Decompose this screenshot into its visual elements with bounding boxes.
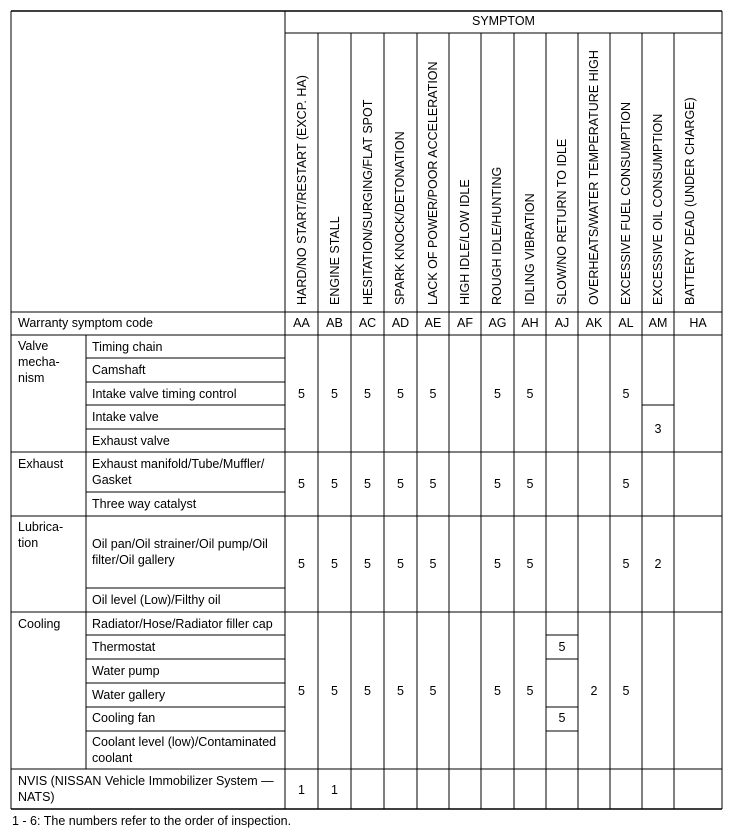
cell-value: 5 [526, 477, 534, 491]
cell-value: 5 [526, 557, 534, 571]
item-intake-valve: Intake valve [92, 410, 159, 424]
group-name-exhaust: Exhaust [18, 457, 64, 471]
cell-value: 5 [622, 557, 630, 571]
symptom-name-ah: IDLING VIBRATION [523, 193, 537, 305]
warranty-label: Warranty symptom code [18, 316, 153, 330]
symptom-header: SYMPTOM [472, 14, 535, 28]
cell-value: 5 [429, 387, 437, 401]
cell-value: 2 [654, 557, 662, 571]
cell-value: 5 [364, 477, 371, 491]
code-aa: AA [293, 316, 310, 330]
cell-value: 5 [494, 387, 501, 401]
cell-value: 5 [429, 557, 437, 571]
item-intake-valve-timing: Intake valve timing control [92, 387, 237, 401]
symptom-name-ab: ENGINE STALL [328, 216, 342, 305]
code-ab: AB [326, 316, 343, 330]
cell-value: 5 [558, 711, 566, 725]
cell-value: 5 [331, 557, 338, 571]
symptom-name-ag: ROUGH IDLE/HUNTING [490, 166, 504, 305]
cell-value: 2 [590, 684, 598, 698]
code-ah: AH [521, 316, 539, 330]
cell-value: 5 [397, 387, 404, 401]
item-cooling-fan: Cooling fan [92, 711, 156, 725]
code-af: AF [457, 316, 473, 330]
cell-value: 1 [298, 783, 305, 797]
symptom-name-af: HIGH IDLE/LOW IDLE [458, 179, 472, 305]
cell-value: 5 [331, 477, 338, 491]
symptom-name-ac: HESITATION/SURGING/FLAT SPOT [361, 99, 375, 305]
code-ak: AK [585, 316, 603, 330]
cell-value: 5 [526, 387, 534, 401]
cell-value: 5 [622, 684, 630, 698]
item-oil-level: Oil level (Low)/Filthy oil [92, 593, 221, 607]
symptom-name-aa: HARD/NO START/RESTART (EXCP. HA) [295, 75, 309, 305]
cell-value: 5 [397, 684, 404, 698]
cell-value: 5 [364, 684, 371, 698]
item-three-way-catalyst: Three way catalyst [92, 497, 197, 511]
cell-value: 1 [331, 783, 338, 797]
cell-value: 5 [298, 684, 305, 698]
cell-value: 5 [331, 684, 338, 698]
item-camshaft: Camshaft [92, 363, 146, 377]
symptom-name-ad: SPARK KNOCK/DETONATION [393, 131, 407, 305]
symptom-name-aj: SLOW/NO RETURN TO IDLE [555, 138, 569, 305]
cell-value: 5 [364, 387, 371, 401]
code-ad: AD [391, 316, 410, 330]
cell-value: 5 [558, 640, 566, 654]
symptom-name-ha: BATTERY DEAD (UNDER CHARGE) [683, 97, 697, 305]
item-oil-pan: Oil pan/Oil strainer/Oil pump/Oil filter/Oil gallery [92, 537, 268, 567]
item-thermostat: Thermostat [92, 640, 156, 654]
code-ae: AE [424, 316, 442, 330]
item-radiator: Radiator/Hose/Radiator filler cap [92, 617, 273, 631]
cell-value: 5 [494, 557, 501, 571]
cell-value: 5 [429, 684, 437, 698]
symptom-name-ak: OVERHEATS/WATER TEMPERATURE HIGH [587, 50, 601, 305]
code-ac: AC [358, 316, 377, 330]
cell-value: 5 [298, 477, 305, 491]
cell-value: 5 [494, 477, 501, 491]
cell-value: 5 [622, 387, 630, 401]
item-water-pump: Water pump [92, 664, 160, 678]
code-ha: HA [689, 316, 707, 330]
group-name-valve: Valve mecha- nism [18, 339, 60, 385]
group-name-cooling: Cooling [18, 617, 61, 631]
code-ag: AG [488, 316, 507, 330]
code-al: AL [618, 316, 634, 330]
group-name-nvis: NVIS (NISSAN Vehicle Immobilizer System — NATS) [18, 774, 274, 804]
cell-value: 5 [494, 684, 501, 698]
item-coolant-level: Coolant level (low)/Contaminated coolant [92, 735, 277, 765]
item-timing-chain: Timing chain [92, 340, 163, 354]
cell-value: 5 [429, 477, 437, 491]
item-exhaust-manifold: Exhaust manifold/Tube/Muffler/ Gasket [92, 457, 265, 487]
item-water-gallery: Water gallery [92, 688, 166, 702]
symptom-name-al: EXCESSIVE FUEL CONSUMPTION [619, 101, 633, 305]
cell-value: 5 [397, 557, 404, 571]
footnote: 1 - 6: The numbers refer to the order of inspection. [12, 814, 292, 828]
cell-value: 5 [526, 684, 534, 698]
cell-value: 5 [298, 557, 305, 571]
cell-value: 5 [364, 557, 371, 571]
symptom-name-am: EXCESSIVE OIL CONSUMPTION [651, 113, 665, 305]
cell-value: 5 [622, 477, 630, 491]
cell-value: 5 [298, 387, 305, 401]
item-exhaust-valve: Exhaust valve [92, 434, 170, 448]
code-aj: AJ [554, 316, 570, 330]
cell-value: 5 [331, 387, 338, 401]
code-am: AM [648, 316, 668, 330]
group-name-lubrication: Lubrica- tion [18, 520, 64, 550]
symptom-name-ae: LACK OF POWER/POOR ACCELERATION [426, 61, 440, 305]
cell-value: 5 [397, 477, 404, 491]
cell-value: 3 [654, 422, 662, 436]
